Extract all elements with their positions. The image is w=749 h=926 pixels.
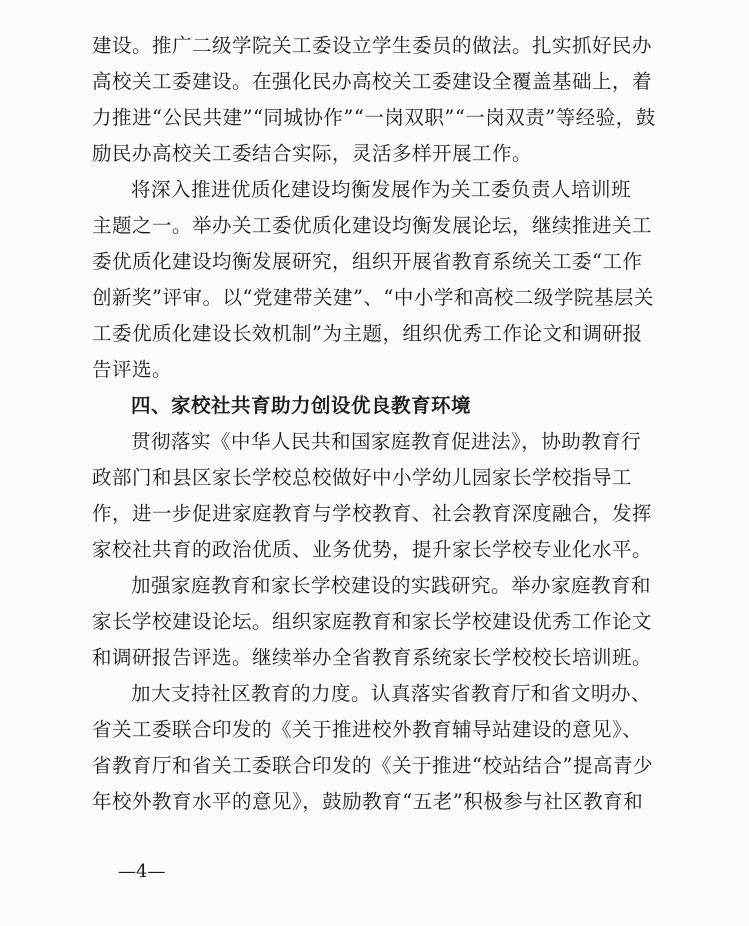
body-text-line: 励民办高校关工委结合实际，灵活多样开展工作。 [92, 142, 533, 165]
body-text-line: 和调研报告评选。继续举办全省教育系统家长学校校长培训班。 [92, 646, 653, 669]
body-text-line: 力推进“公民共建”“同城协作”“一岗双职”“一岗双责”等经验，鼓 [92, 106, 656, 129]
body-text-line: 省教育厅和省关工委联合印发的《关于推进“校站结合”提高青少 [92, 754, 653, 777]
body-text-line: 创新奖”评审。以“党建带关建”、“中小学和高校二级学院基层关 [92, 286, 654, 309]
body-text-line: 作，进一步促进家庭教育与学校教育、社会教育深度融合，发挥 [92, 502, 653, 525]
body-text-line: 工委优质化建设长效机制”为主题，组织优秀工作论文和调研报 [92, 322, 643, 345]
body-text-line: 委优质化建设均衡发展研究，组织开展省教育系统关工委“工作 [92, 250, 643, 273]
body-text-line: 告评选。 [92, 358, 173, 381]
paragraph-first-line: 加大支持社区教育的力度。认真落实省教育厅和省文明办、 [131, 682, 652, 705]
body-text-line: 高校关工委建设。在强化民办高校关工委建设全覆盖基础上，着 [92, 70, 653, 93]
paragraph-first-line: 贯彻落实《中华人民共和国家庭教育促进法》，协助教育行 [131, 430, 642, 453]
body-text-line: 年校外教育水平的意见》，鼓励教育“五老”积极参与社区教育和 [92, 790, 644, 813]
paragraph-first-line: 将深入推进优质化建设均衡发展作为关工委负责人培训班 [131, 178, 632, 201]
section-heading: 四、家校社共育助力创设优良教育环境 [131, 394, 472, 417]
paragraph-first-line: 加强家庭教育和家长学校建设的实践研究。举办家庭教育和 [131, 574, 652, 597]
body-text-line: 省关工委联合印发的《关于推进校外教育辅导站建设的意见》、 [92, 718, 643, 741]
body-text-line: 建设。推广二级学院关工委设立学生委员的做法。扎实抓好民办 [92, 34, 653, 57]
body-text-line: 家校社共育的政治优质、业务优势，提升家长学校专业化水平。 [92, 538, 653, 561]
body-text-line: 家长学校建设论坛。组织家庭教育和家长学校建设优秀工作论文 [92, 610, 653, 633]
body-text-line: 主题之一。举办关工委优质化建设均衡发展论坛，继续推进关工 [92, 214, 653, 237]
page-number: —4— [118, 861, 166, 882]
body-text-line: 政部门和县区家长学校总校做好中小学幼儿园家长学校指导工 [92, 466, 633, 489]
